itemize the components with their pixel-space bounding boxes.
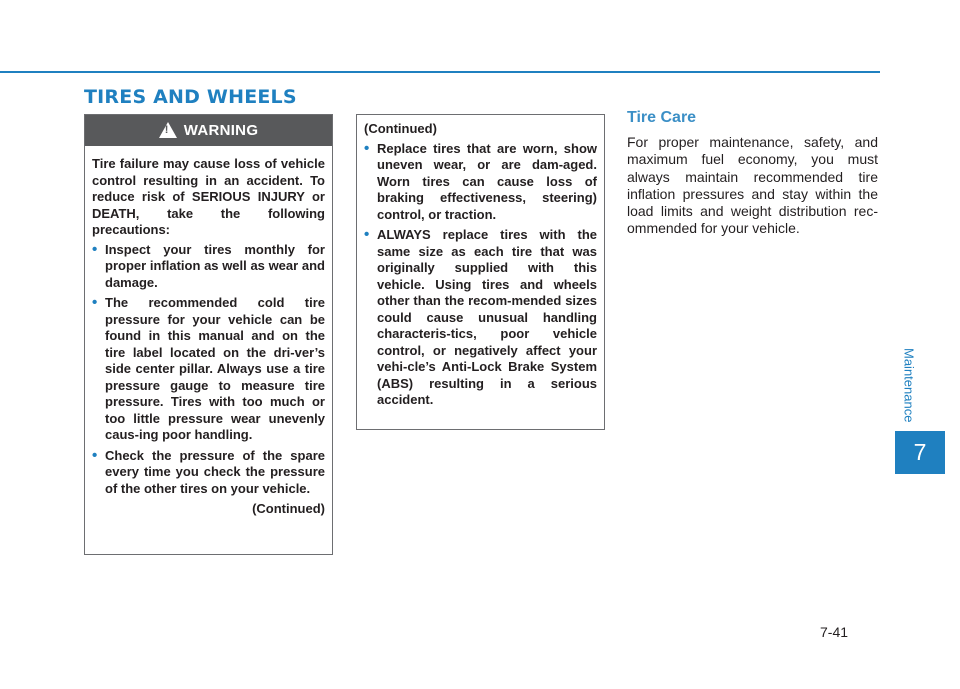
continued-warning-box [356,114,605,430]
section-side-label: Maintenance [901,347,917,423]
warning-body [85,146,332,518]
warning-bullet: • Check the pressure of the spare every time you check the pressure of the other tires on your vehicle. [92,448,325,498]
warning-bullet: • Inspect your tires monthly for proper inflation as well as wear and damage. [92,242,325,292]
page-number: 7-41 [820,624,849,640]
warning-intro: Tire failure may cause loss of vehicle control resulting in an accident. To reduce risk of SERIOUS INJURY or DEATH, take the following precautions: [92,156,325,237]
tire-care-body: For proper maintenance, safety, and maximum fuel economy, you must always maintain recommended tire inflation pressures and stay within the load limits and weight distribution rec-ommended for your vehicle. [627,134,878,237]
continued-bullet: • Replace tires that are worn, show uneven wear, or are dam-aged. Worn tires can cause loss of braking effectiveness, steering) control, or traction. [364,141,597,224]
top-rule [0,71,880,73]
warning-bullet-list [92,242,325,498]
warning-header-label: WARNING [183,122,259,139]
chapter-tab: 7 [895,431,945,474]
tire-care-heading: Tire Care [627,109,697,126]
warning-box [84,114,333,555]
warning-header [85,115,332,146]
warning-triangle-icon [159,122,177,138]
section-title: TIRES AND WHEELS [84,86,297,108]
warning-bullet: • The recommended cold tire pressure for your vehicle can be found in this manual and on the tire label located on the dri-ver’s side center pillar. Always use a tire pressure gauge to measure tire pressure. Tires with too much or too little pressure wear unevenly caus-ing poor handling. [92,295,325,444]
continued-body [357,115,604,409]
continued-lead: (Continued) [364,121,437,136]
continued-bullet-list [364,141,597,409]
continued-note: (Continued) [252,501,325,516]
continued-bullet: • ALWAYS replace tires with the same size as each tire that was originally supplied with this vehicle. Using tires and wheels other than the recom-mended sizes could cause unusual handling characteris-tics, poor vehicle control, or negatively affect your vehi-cle’s Anti-Lock Brake System (ABS) resulting in a serious accident. [364,227,597,409]
